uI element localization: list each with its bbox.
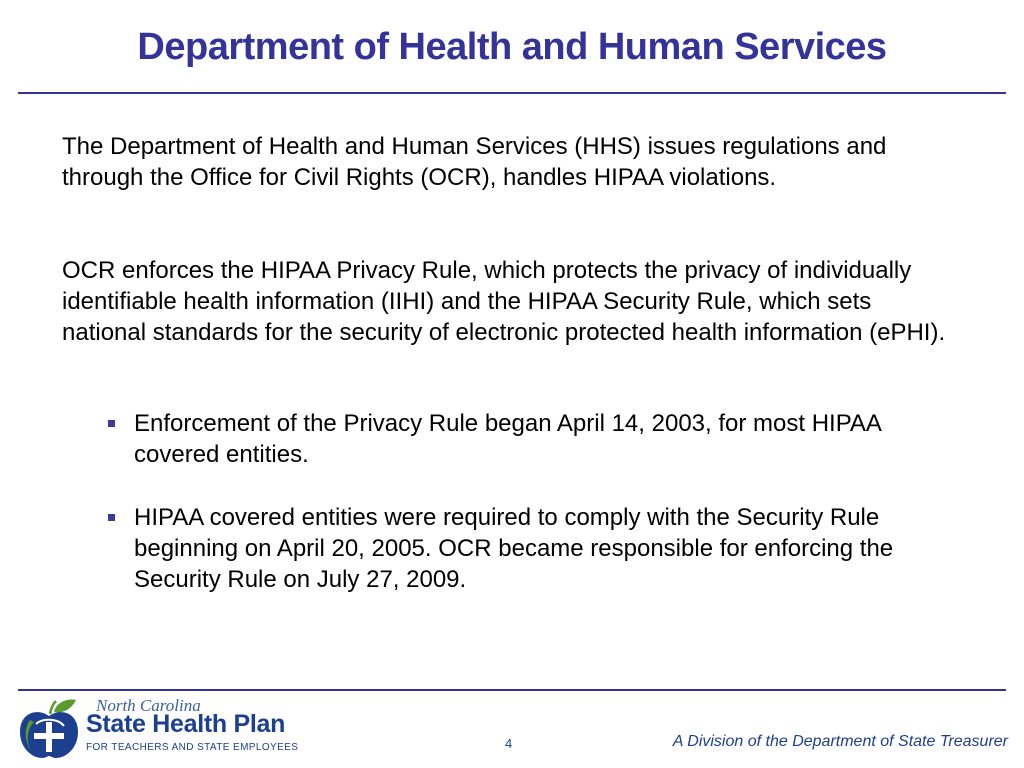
bullet-square-icon	[108, 514, 115, 521]
paragraph-ocr: OCR enforces the HIPAA Privacy Rule, which protects the privacy of individually identifiable health information (IIHI) and the HIPAA Security Rule, which sets national standards for the security of electronic protected health information (ePHI).	[62, 257, 946, 346]
bullet-text: HIPAA covered entities were required to comply with the Security Rule beginning on April 20, 2005. OCR became responsible for enforcing the Security Rule on July 27, 2009.	[134, 504, 894, 593]
paragraph-hhs: The Department of Health and Human Services (HHS) issues regulations and through the Office for Civil Rights (OCR), handles HIPAA violations.	[62, 133, 887, 191]
apple-leaf-logo-icon	[16, 698, 82, 760]
division-text: A Division of the Department of State Treasurer	[672, 733, 1008, 750]
logo-tagline: FOR TEACHERS AND STATE EMPLOYEES	[86, 742, 299, 753]
logo-script-text: North Carolina	[96, 696, 201, 715]
state-health-plan-logo	[16, 696, 299, 762]
slide-title: Department of Health and Human Services	[137, 26, 887, 68]
title-divider	[18, 92, 1006, 94]
bullet-text: Enforcement of the Privacy Rule began April 14, 2003, for most HIPAA covered entities.	[134, 410, 881, 468]
logo-name: State Health Plan	[86, 710, 286, 738]
footer-divider	[18, 689, 1006, 691]
bullet-square-icon	[108, 420, 115, 427]
bullet-item	[118, 502, 968, 595]
bullet-item	[118, 408, 968, 470]
page-number: 4	[505, 736, 513, 751]
